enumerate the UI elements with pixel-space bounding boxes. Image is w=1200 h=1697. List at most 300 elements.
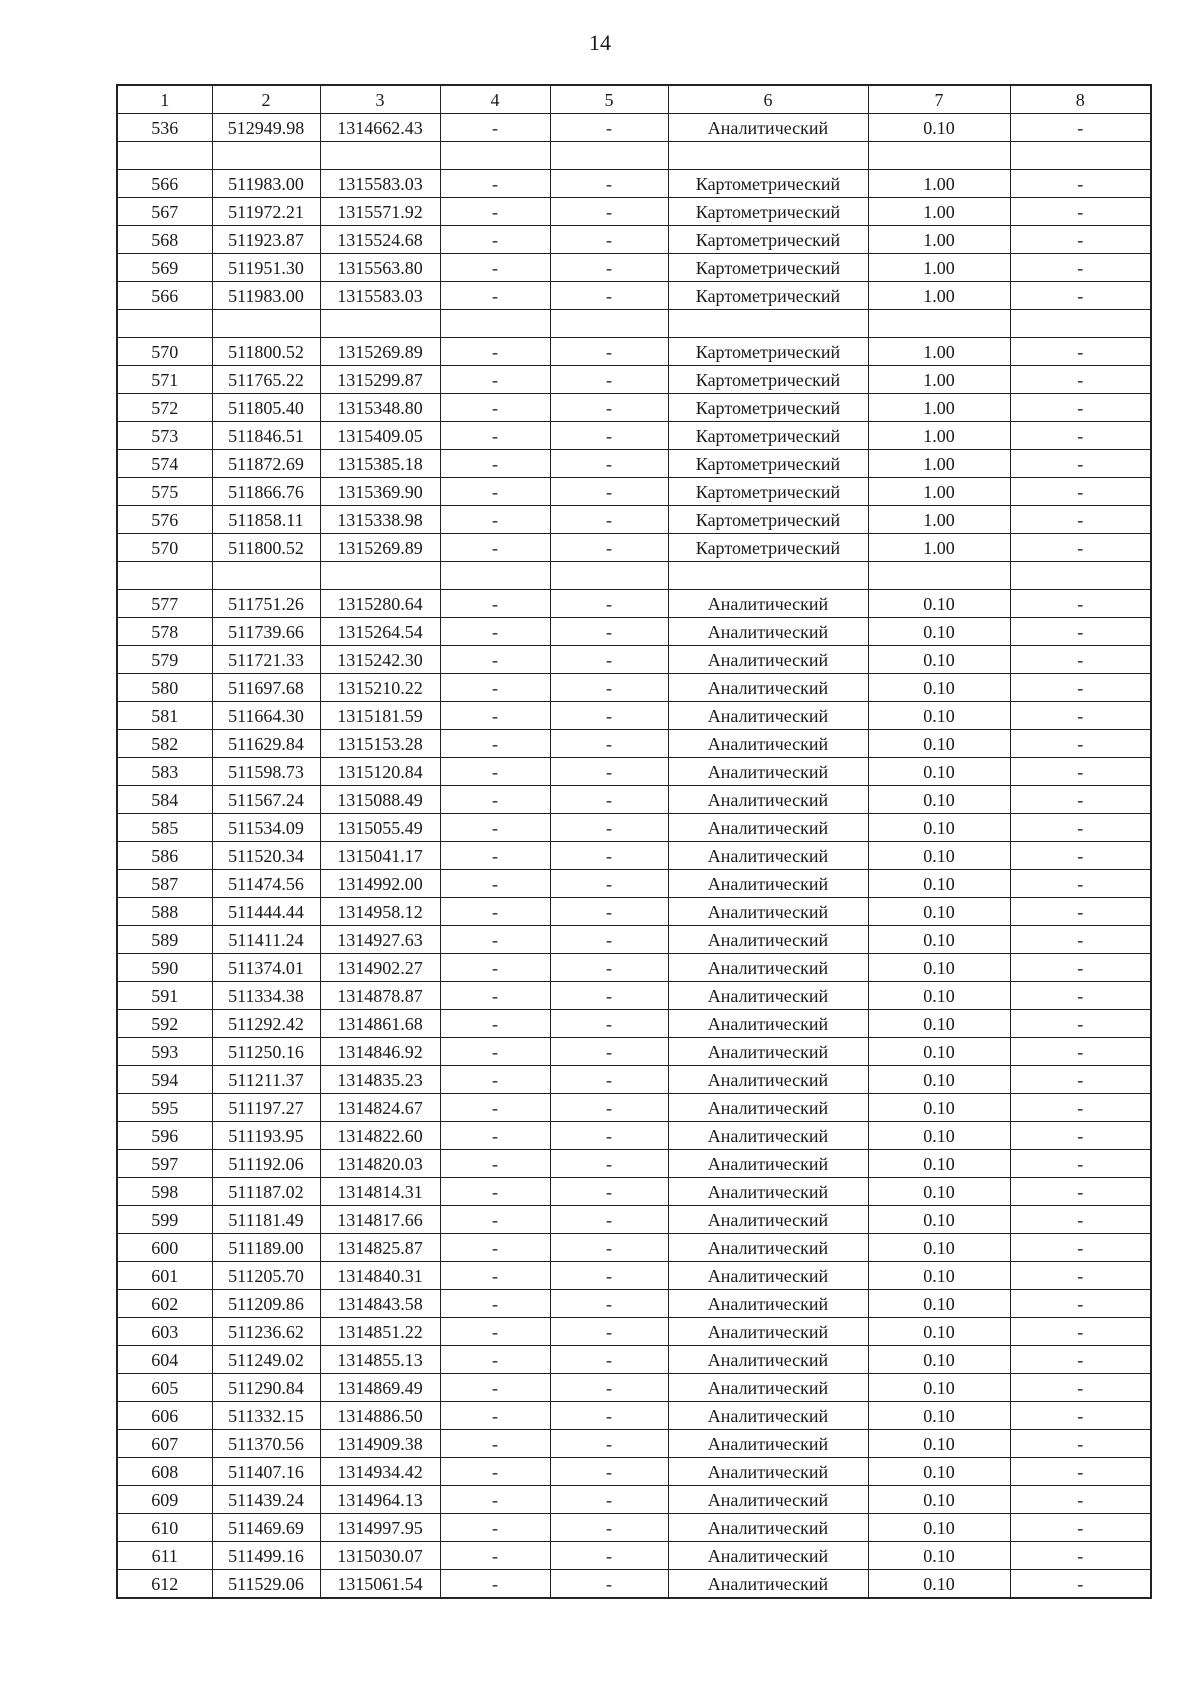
accuracy-cell: 0.10 — [868, 842, 1010, 870]
point-number-cell: 575 — [117, 478, 212, 506]
accuracy-cell: 0.10 — [868, 982, 1010, 1010]
method-cell: Аналитический — [668, 870, 868, 898]
col8-cell: - — [1010, 1066, 1151, 1094]
column-header: 7 — [868, 85, 1010, 114]
method-cell: Аналитический — [668, 1150, 868, 1178]
y-coordinate-cell: 1314878.87 — [320, 982, 440, 1010]
col8-cell: - — [1010, 730, 1151, 758]
method-cell: Картометрический — [668, 198, 868, 226]
col5-cell: - — [550, 366, 668, 394]
table-row — [117, 926, 1151, 954]
y-coordinate-cell: 1315041.17 — [320, 842, 440, 870]
y-coordinate-cell: 1314662.43 — [320, 114, 440, 142]
accuracy-cell: 1.00 — [868, 422, 1010, 450]
col8-cell: - — [1010, 1430, 1151, 1458]
method-cell: Картометрический — [668, 282, 868, 310]
table-row — [117, 1150, 1151, 1178]
table-row — [117, 254, 1151, 282]
col4-cell: - — [440, 1234, 550, 1262]
col5-cell: - — [550, 198, 668, 226]
y-coordinate-cell: 1314825.87 — [320, 1234, 440, 1262]
col4-cell: - — [440, 1374, 550, 1402]
table-row — [117, 450, 1151, 478]
y-coordinate-cell: 1315348.80 — [320, 394, 440, 422]
point-number-cell: 580 — [117, 674, 212, 702]
point-number-cell: 578 — [117, 618, 212, 646]
method-cell: Картометрический — [668, 338, 868, 366]
table-row — [117, 786, 1151, 814]
point-number-cell: 593 — [117, 1038, 212, 1066]
y-coordinate-cell: 1314992.00 — [320, 870, 440, 898]
method-cell: Аналитический — [668, 1262, 868, 1290]
point-number-cell: 567 — [117, 198, 212, 226]
col8-cell: - — [1010, 1150, 1151, 1178]
x-coordinate-cell: 511983.00 — [212, 170, 320, 198]
point-number-cell: 590 — [117, 954, 212, 982]
point-number-cell: 536 — [117, 114, 212, 142]
point-number-cell: 599 — [117, 1206, 212, 1234]
method-cell: Аналитический — [668, 1486, 868, 1514]
col4-cell: - — [440, 1290, 550, 1318]
table-row — [117, 282, 1151, 310]
y-coordinate-cell: 1314855.13 — [320, 1346, 440, 1374]
col8-cell — [1010, 562, 1151, 590]
table-header-row — [117, 85, 1151, 114]
col8-cell: - — [1010, 1234, 1151, 1262]
col4-cell: - — [440, 226, 550, 254]
col5-cell: - — [550, 1122, 668, 1150]
col5-cell: - — [550, 1514, 668, 1542]
table-row — [117, 814, 1151, 842]
x-coordinate-cell: 511469.69 — [212, 1514, 320, 1542]
x-coordinate-cell: 511751.26 — [212, 590, 320, 618]
table-row — [117, 590, 1151, 618]
y-coordinate-cell: 1315210.22 — [320, 674, 440, 702]
accuracy-cell: 1.00 — [868, 338, 1010, 366]
accuracy-cell: 1.00 — [868, 478, 1010, 506]
col8-cell: - — [1010, 786, 1151, 814]
col8-cell: - — [1010, 1374, 1151, 1402]
y-coordinate-cell: 1315120.84 — [320, 758, 440, 786]
table-row — [117, 730, 1151, 758]
col5-cell: - — [550, 1458, 668, 1486]
table-row — [117, 898, 1151, 926]
y-coordinate-cell: 1315280.64 — [320, 590, 440, 618]
col5-cell: - — [550, 842, 668, 870]
x-coordinate-cell: 511598.73 — [212, 758, 320, 786]
point-number-cell — [117, 142, 212, 170]
col5-cell: - — [550, 1402, 668, 1430]
point-number-cell: 607 — [117, 1430, 212, 1458]
accuracy-cell: 1.00 — [868, 366, 1010, 394]
table-row — [117, 226, 1151, 254]
table-row — [117, 366, 1151, 394]
table-row — [117, 1038, 1151, 1066]
table-row — [117, 1234, 1151, 1262]
table-row — [117, 758, 1151, 786]
col8-cell: - — [1010, 366, 1151, 394]
point-number-cell: 570 — [117, 338, 212, 366]
point-number-cell — [117, 310, 212, 338]
accuracy-cell: 1.00 — [868, 450, 1010, 478]
method-cell: Картометрический — [668, 394, 868, 422]
method-cell: Аналитический — [668, 618, 868, 646]
accuracy-cell: 0.10 — [868, 702, 1010, 730]
table-row — [117, 198, 1151, 226]
col8-cell: - — [1010, 590, 1151, 618]
table-row — [117, 1010, 1151, 1038]
accuracy-cell: 1.00 — [868, 170, 1010, 198]
x-coordinate-cell: 511250.16 — [212, 1038, 320, 1066]
column-header: 3 — [320, 85, 440, 114]
accuracy-cell: 0.10 — [868, 898, 1010, 926]
col4-cell: - — [440, 366, 550, 394]
x-coordinate-cell — [212, 310, 320, 338]
col4-cell: - — [440, 590, 550, 618]
method-cell: Аналитический — [668, 590, 868, 618]
x-coordinate-cell: 511192.06 — [212, 1150, 320, 1178]
col8-cell: - — [1010, 758, 1151, 786]
table-row — [117, 1318, 1151, 1346]
col5-cell: - — [550, 1066, 668, 1094]
y-coordinate-cell: 1314814.31 — [320, 1178, 440, 1206]
y-coordinate-cell: 1314861.68 — [320, 1010, 440, 1038]
x-coordinate-cell: 511290.84 — [212, 1374, 320, 1402]
col8-cell: - — [1010, 1206, 1151, 1234]
accuracy-cell: 0.10 — [868, 1430, 1010, 1458]
col4-cell: - — [440, 1206, 550, 1234]
col5-cell: - — [550, 1346, 668, 1374]
y-coordinate-cell: 1314869.49 — [320, 1374, 440, 1402]
y-coordinate-cell: 1314886.50 — [320, 1402, 440, 1430]
col4-cell: - — [440, 674, 550, 702]
point-number-cell: 587 — [117, 870, 212, 898]
y-coordinate-cell: 1315153.28 — [320, 730, 440, 758]
y-coordinate-cell: 1315299.87 — [320, 366, 440, 394]
point-number-cell: 591 — [117, 982, 212, 1010]
col8-cell: - — [1010, 1458, 1151, 1486]
table-row — [117, 702, 1151, 730]
x-coordinate-cell: 511629.84 — [212, 730, 320, 758]
table-row — [117, 1346, 1151, 1374]
x-coordinate-cell: 511205.70 — [212, 1262, 320, 1290]
y-coordinate-cell: 1315242.30 — [320, 646, 440, 674]
col8-cell: - — [1010, 1262, 1151, 1290]
method-cell: Картометрический — [668, 450, 868, 478]
col8-cell: - — [1010, 982, 1151, 1010]
col5-cell: - — [550, 926, 668, 954]
y-coordinate-cell: 1314909.38 — [320, 1430, 440, 1458]
table-row — [117, 1066, 1151, 1094]
point-number-cell: 573 — [117, 422, 212, 450]
col4-cell: - — [440, 198, 550, 226]
table-separator-row — [117, 562, 1151, 590]
point-number-cell: 598 — [117, 1178, 212, 1206]
col4-cell: - — [440, 618, 550, 646]
col8-cell: - — [1010, 842, 1151, 870]
x-coordinate-cell: 511664.30 — [212, 702, 320, 730]
accuracy-cell: 1.00 — [868, 506, 1010, 534]
x-coordinate-cell: 511181.49 — [212, 1206, 320, 1234]
y-coordinate-cell: 1314835.23 — [320, 1066, 440, 1094]
col4-cell: - — [440, 1122, 550, 1150]
accuracy-cell: 1.00 — [868, 394, 1010, 422]
col4-cell: - — [440, 394, 550, 422]
accuracy-cell: 0.10 — [868, 1178, 1010, 1206]
col4-cell: - — [440, 842, 550, 870]
point-number-cell: 609 — [117, 1486, 212, 1514]
method-cell: Аналитический — [668, 842, 868, 870]
col4-cell: - — [440, 926, 550, 954]
table-row — [117, 1262, 1151, 1290]
x-coordinate-cell: 511800.52 — [212, 534, 320, 562]
col4-cell: - — [440, 1178, 550, 1206]
point-number-cell: 576 — [117, 506, 212, 534]
col8-cell: - — [1010, 1318, 1151, 1346]
col5-cell — [550, 562, 668, 590]
coordinates-table — [116, 84, 1152, 1599]
point-number-cell: 579 — [117, 646, 212, 674]
point-number-cell: 577 — [117, 590, 212, 618]
x-coordinate-cell — [212, 142, 320, 170]
method-cell: Аналитический — [668, 954, 868, 982]
col4-cell: - — [440, 1486, 550, 1514]
y-coordinate-cell: 1315264.54 — [320, 618, 440, 646]
col8-cell: - — [1010, 1010, 1151, 1038]
accuracy-cell: 0.10 — [868, 1318, 1010, 1346]
y-coordinate-cell: 1314851.22 — [320, 1318, 440, 1346]
point-number-cell: 612 — [117, 1570, 212, 1599]
col5-cell: - — [550, 506, 668, 534]
x-coordinate-cell: 511972.21 — [212, 198, 320, 226]
col5-cell: - — [550, 1234, 668, 1262]
col5-cell: - — [550, 954, 668, 982]
y-coordinate-cell: 1314964.13 — [320, 1486, 440, 1514]
method-cell: Аналитический — [668, 1542, 868, 1570]
accuracy-cell: 0.10 — [868, 954, 1010, 982]
point-number-cell: 581 — [117, 702, 212, 730]
col8-cell: - — [1010, 282, 1151, 310]
method-cell: Аналитический — [668, 786, 868, 814]
method-cell: Картометрический — [668, 226, 868, 254]
method-cell: Аналитический — [668, 1122, 868, 1150]
col5-cell: - — [550, 1150, 668, 1178]
y-coordinate-cell: 1315369.90 — [320, 478, 440, 506]
col8-cell: - — [1010, 450, 1151, 478]
col5-cell: - — [550, 394, 668, 422]
accuracy-cell: 0.10 — [868, 1290, 1010, 1318]
accuracy-cell: 0.10 — [868, 1010, 1010, 1038]
x-coordinate-cell: 511332.15 — [212, 1402, 320, 1430]
col5-cell: - — [550, 170, 668, 198]
y-coordinate-cell: 1315409.05 — [320, 422, 440, 450]
method-cell: Картометрический — [668, 254, 868, 282]
x-coordinate-cell: 511197.27 — [212, 1094, 320, 1122]
x-coordinate-cell: 511872.69 — [212, 450, 320, 478]
x-coordinate-cell: 511439.24 — [212, 1486, 320, 1514]
table-row — [117, 674, 1151, 702]
point-number-cell: 594 — [117, 1066, 212, 1094]
col5-cell: - — [550, 646, 668, 674]
accuracy-cell — [868, 562, 1010, 590]
x-coordinate-cell: 511499.16 — [212, 1542, 320, 1570]
x-coordinate-cell: 512949.98 — [212, 114, 320, 142]
accuracy-cell: 0.10 — [868, 1234, 1010, 1262]
method-cell: Картометрический — [668, 422, 868, 450]
col5-cell: - — [550, 114, 668, 142]
method-cell: Аналитический — [668, 674, 868, 702]
table-row — [117, 870, 1151, 898]
col5-cell: - — [550, 450, 668, 478]
accuracy-cell: 1.00 — [868, 198, 1010, 226]
col8-cell: - — [1010, 1542, 1151, 1570]
table-row — [117, 1094, 1151, 1122]
x-coordinate-cell: 511567.24 — [212, 786, 320, 814]
col5-cell: - — [550, 1570, 668, 1599]
accuracy-cell: 0.10 — [868, 1458, 1010, 1486]
col4-cell: - — [440, 730, 550, 758]
point-number-cell: 611 — [117, 1542, 212, 1570]
accuracy-cell: 0.10 — [868, 1206, 1010, 1234]
x-coordinate-cell: 511805.40 — [212, 394, 320, 422]
col5-cell: - — [550, 254, 668, 282]
y-coordinate-cell — [320, 310, 440, 338]
col8-cell: - — [1010, 422, 1151, 450]
point-number-cell: 592 — [117, 1010, 212, 1038]
point-number-cell: 597 — [117, 1150, 212, 1178]
col8-cell: - — [1010, 338, 1151, 366]
method-cell: Аналитический — [668, 114, 868, 142]
point-number-cell: 584 — [117, 786, 212, 814]
accuracy-cell: 0.10 — [868, 1514, 1010, 1542]
x-coordinate-cell: 511211.37 — [212, 1066, 320, 1094]
col8-cell: - — [1010, 674, 1151, 702]
col4-cell: - — [440, 1542, 550, 1570]
col4-cell: - — [440, 954, 550, 982]
x-coordinate-cell: 511193.95 — [212, 1122, 320, 1150]
x-coordinate-cell: 511765.22 — [212, 366, 320, 394]
x-coordinate-cell: 511411.24 — [212, 926, 320, 954]
y-coordinate-cell: 1315571.92 — [320, 198, 440, 226]
y-coordinate-cell — [320, 142, 440, 170]
method-cell: Аналитический — [668, 1458, 868, 1486]
accuracy-cell: 0.10 — [868, 1122, 1010, 1150]
point-number-cell: 569 — [117, 254, 212, 282]
x-coordinate-cell: 511923.87 — [212, 226, 320, 254]
y-coordinate-cell: 1314840.31 — [320, 1262, 440, 1290]
accuracy-cell: 0.10 — [868, 114, 1010, 142]
col4-cell: - — [440, 1094, 550, 1122]
col4-cell: - — [440, 1402, 550, 1430]
col8-cell: - — [1010, 198, 1151, 226]
point-number-cell: 602 — [117, 1290, 212, 1318]
col4-cell — [440, 562, 550, 590]
method-cell: Аналитический — [668, 1066, 868, 1094]
column-header: 6 — [668, 85, 868, 114]
method-cell — [668, 142, 868, 170]
x-coordinate-cell: 511236.62 — [212, 1318, 320, 1346]
x-coordinate-cell: 511697.68 — [212, 674, 320, 702]
x-coordinate-cell: 511370.56 — [212, 1430, 320, 1458]
col4-cell: - — [440, 1570, 550, 1599]
accuracy-cell: 0.10 — [868, 1066, 1010, 1094]
point-number-cell: 605 — [117, 1374, 212, 1402]
table-row — [117, 114, 1151, 142]
col5-cell: - — [550, 674, 668, 702]
col5-cell — [550, 310, 668, 338]
y-coordinate-cell: 1314958.12 — [320, 898, 440, 926]
col8-cell: - — [1010, 1570, 1151, 1599]
method-cell: Аналитический — [668, 1514, 868, 1542]
x-coordinate-cell: 511739.66 — [212, 618, 320, 646]
y-coordinate-cell: 1315385.18 — [320, 450, 440, 478]
table-row — [117, 1542, 1151, 1570]
column-header: 2 — [212, 85, 320, 114]
col4-cell: - — [440, 814, 550, 842]
table-separator-row — [117, 310, 1151, 338]
y-coordinate-cell: 1314934.42 — [320, 1458, 440, 1486]
x-coordinate-cell: 511534.09 — [212, 814, 320, 842]
col8-cell: - — [1010, 226, 1151, 254]
col5-cell: - — [550, 1486, 668, 1514]
col5-cell: - — [550, 226, 668, 254]
col8-cell: - — [1010, 1038, 1151, 1066]
accuracy-cell: 0.10 — [868, 646, 1010, 674]
y-coordinate-cell — [320, 562, 440, 590]
col5-cell: - — [550, 1038, 668, 1066]
col5-cell: - — [550, 1290, 668, 1318]
point-number-cell: 586 — [117, 842, 212, 870]
point-number-cell: 608 — [117, 1458, 212, 1486]
table-row — [117, 954, 1151, 982]
col8-cell: - — [1010, 170, 1151, 198]
method-cell: Картометрический — [668, 534, 868, 562]
column-header: 8 — [1010, 85, 1151, 114]
table-row — [117, 982, 1151, 1010]
point-number-cell: 568 — [117, 226, 212, 254]
table-row — [117, 618, 1151, 646]
method-cell: Аналитический — [668, 1570, 868, 1599]
col5-cell: - — [550, 702, 668, 730]
accuracy-cell — [868, 142, 1010, 170]
point-number-cell: 566 — [117, 282, 212, 310]
method-cell: Аналитический — [668, 758, 868, 786]
x-coordinate-cell: 511249.02 — [212, 1346, 320, 1374]
table-row — [117, 1570, 1151, 1599]
table-row — [117, 170, 1151, 198]
table-row — [117, 1122, 1151, 1150]
x-coordinate-cell: 511721.33 — [212, 646, 320, 674]
col4-cell: - — [440, 1262, 550, 1290]
point-number-cell: 600 — [117, 1234, 212, 1262]
accuracy-cell: 0.10 — [868, 1038, 1010, 1066]
accuracy-cell: 0.10 — [868, 1542, 1010, 1570]
col8-cell: - — [1010, 1094, 1151, 1122]
accuracy-cell: 0.10 — [868, 758, 1010, 786]
x-coordinate-cell: 511858.11 — [212, 506, 320, 534]
point-number-cell: 583 — [117, 758, 212, 786]
y-coordinate-cell: 1315524.68 — [320, 226, 440, 254]
point-number-cell: 588 — [117, 898, 212, 926]
col4-cell: - — [440, 254, 550, 282]
column-header: 5 — [550, 85, 668, 114]
x-coordinate-cell: 511407.16 — [212, 1458, 320, 1486]
method-cell: Аналитический — [668, 1234, 868, 1262]
point-number-cell: 582 — [117, 730, 212, 758]
method-cell: Аналитический — [668, 1374, 868, 1402]
col8-cell: - — [1010, 870, 1151, 898]
column-header: 4 — [440, 85, 550, 114]
